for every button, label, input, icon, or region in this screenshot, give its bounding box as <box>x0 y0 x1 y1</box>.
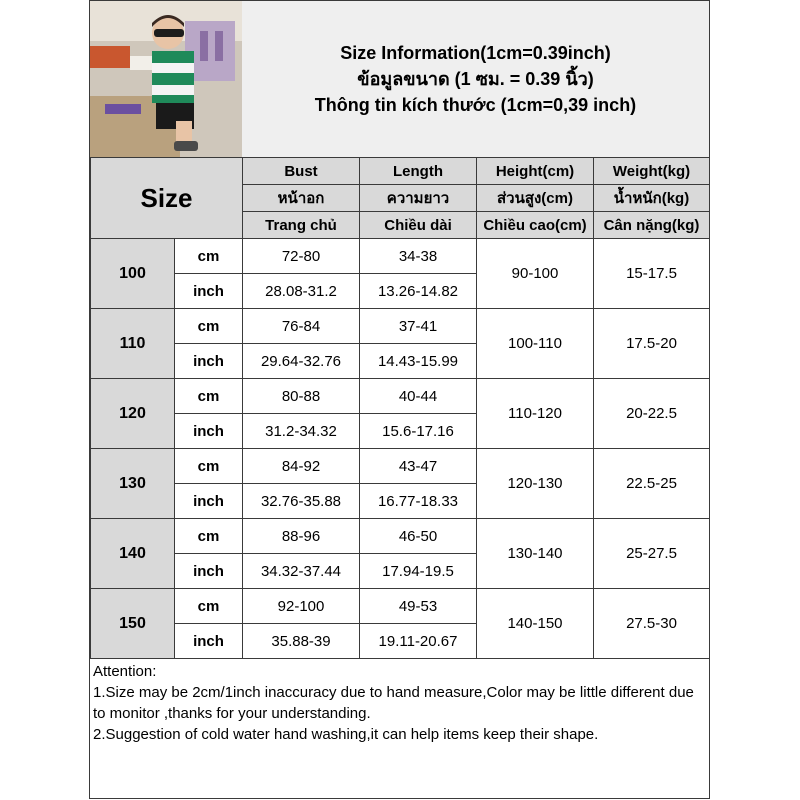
unit-cm: cm <box>175 309 243 344</box>
weight-header-vi: Cân nặng(kg) <box>594 212 710 239</box>
weight-value: 20-22.5 <box>594 379 710 449</box>
bust-cm: 92-100 <box>243 589 360 624</box>
size-chart-sheet <box>89 0 710 799</box>
length-inch: 16.77-18.33 <box>360 484 477 519</box>
attention-notes <box>90 659 709 747</box>
length-cm: 34-38 <box>360 239 477 274</box>
bust-cm: 88-96 <box>243 519 360 554</box>
table-row <box>91 309 710 344</box>
size-value: 110 <box>91 309 175 379</box>
weight-header-th: น้ำหนัก(kg) <box>594 185 710 212</box>
header-row-en <box>91 158 710 185</box>
bust-header-th: หน้าอก <box>243 185 360 212</box>
attention-title: Attention: <box>93 663 157 680</box>
height-header-en: Height(cm) <box>477 158 594 185</box>
length-inch: 13.26-14.82 <box>360 274 477 309</box>
bust-inch: 28.08-31.2 <box>243 274 360 309</box>
size-value: 140 <box>91 519 175 589</box>
table-row <box>91 379 710 414</box>
length-inch: 15.6-17.16 <box>360 414 477 449</box>
unit-cm: cm <box>175 449 243 484</box>
table-row <box>91 449 710 484</box>
bust-header-en: Bust <box>243 158 360 185</box>
size-value: 150 <box>91 589 175 659</box>
size-info-english: Size Information(1cm=0.39inch) <box>340 43 611 63</box>
attention-note-1: 1.Size may be 2cm/1inch inaccuracy due to hand measure,Color may be little different due to monitor ,thanks for your understanding. <box>93 684 694 722</box>
length-cm: 49-53 <box>360 589 477 624</box>
bust-header-vi: Trang chủ <box>243 212 360 239</box>
height-value: 120-130 <box>477 449 594 519</box>
size-info-thai: ข้อมูลขนาด (1 ซม. = 0.39 นิ้ว) <box>357 69 594 89</box>
height-value: 130-140 <box>477 519 594 589</box>
length-cm: 46-50 <box>360 519 477 554</box>
length-header-vi: Chiều dài <box>360 212 477 239</box>
unit-inch: inch <box>175 554 243 589</box>
height-header-vi: Chiều cao(cm) <box>477 212 594 239</box>
unit-inch: inch <box>175 484 243 519</box>
size-info-vietnamese: Thông tin kích thước (1cm=0,39 inch) <box>314 95 637 115</box>
height-value: 140-150 <box>477 589 594 659</box>
bust-inch: 29.64-32.76 <box>243 344 360 379</box>
height-value: 90-100 <box>477 239 594 309</box>
weight-value: 25-27.5 <box>594 519 710 589</box>
unit-cm: cm <box>175 519 243 554</box>
bust-inch: 31.2-34.32 <box>243 414 360 449</box>
weight-value: 27.5-30 <box>594 589 710 659</box>
bust-cm: 80-88 <box>243 379 360 414</box>
bust-cm: 84-92 <box>243 449 360 484</box>
attention-note-2: 2.Suggestion of cold water hand washing,it can help items keep their shape. <box>93 726 599 743</box>
bust-cm: 72-80 <box>243 239 360 274</box>
child-model-illustration <box>90 1 242 157</box>
weight-header-en: Weight(kg) <box>594 158 710 185</box>
bust-inch: 35.88-39 <box>243 624 360 659</box>
weight-value: 17.5-20 <box>594 309 710 379</box>
height-value: 110-120 <box>477 379 594 449</box>
table-row <box>91 589 710 624</box>
size-info-header <box>242 1 709 157</box>
length-inch: 14.43-15.99 <box>360 344 477 379</box>
unit-inch: inch <box>175 414 243 449</box>
size-value: 100 <box>91 239 175 309</box>
unit-cm: cm <box>175 239 243 274</box>
bust-inch: 32.76-35.88 <box>243 484 360 519</box>
weight-value: 22.5-25 <box>594 449 710 519</box>
length-cm: 43-47 <box>360 449 477 484</box>
size-value: 130 <box>91 449 175 519</box>
size-table <box>90 157 710 659</box>
unit-cm: cm <box>175 589 243 624</box>
bust-cm: 76-84 <box>243 309 360 344</box>
unit-inch: inch <box>175 274 243 309</box>
product-photo <box>90 1 243 157</box>
height-value: 100-110 <box>477 309 594 379</box>
weight-value: 15-17.5 <box>594 239 710 309</box>
length-header-en: Length <box>360 158 477 185</box>
bust-inch: 34.32-37.44 <box>243 554 360 589</box>
length-cm: 37-41 <box>360 309 477 344</box>
table-row <box>91 239 710 274</box>
size-value: 120 <box>91 379 175 449</box>
unit-inch: inch <box>175 344 243 379</box>
table-row <box>91 519 710 554</box>
length-cm: 40-44 <box>360 379 477 414</box>
length-inch: 17.94-19.5 <box>360 554 477 589</box>
size-header: Size <box>91 158 243 239</box>
unit-inch: inch <box>175 624 243 659</box>
length-inch: 19.11-20.67 <box>360 624 477 659</box>
length-header-th: ความยาว <box>360 185 477 212</box>
height-header-th: ส่วนสูง(cm) <box>477 185 594 212</box>
unit-cm: cm <box>175 379 243 414</box>
